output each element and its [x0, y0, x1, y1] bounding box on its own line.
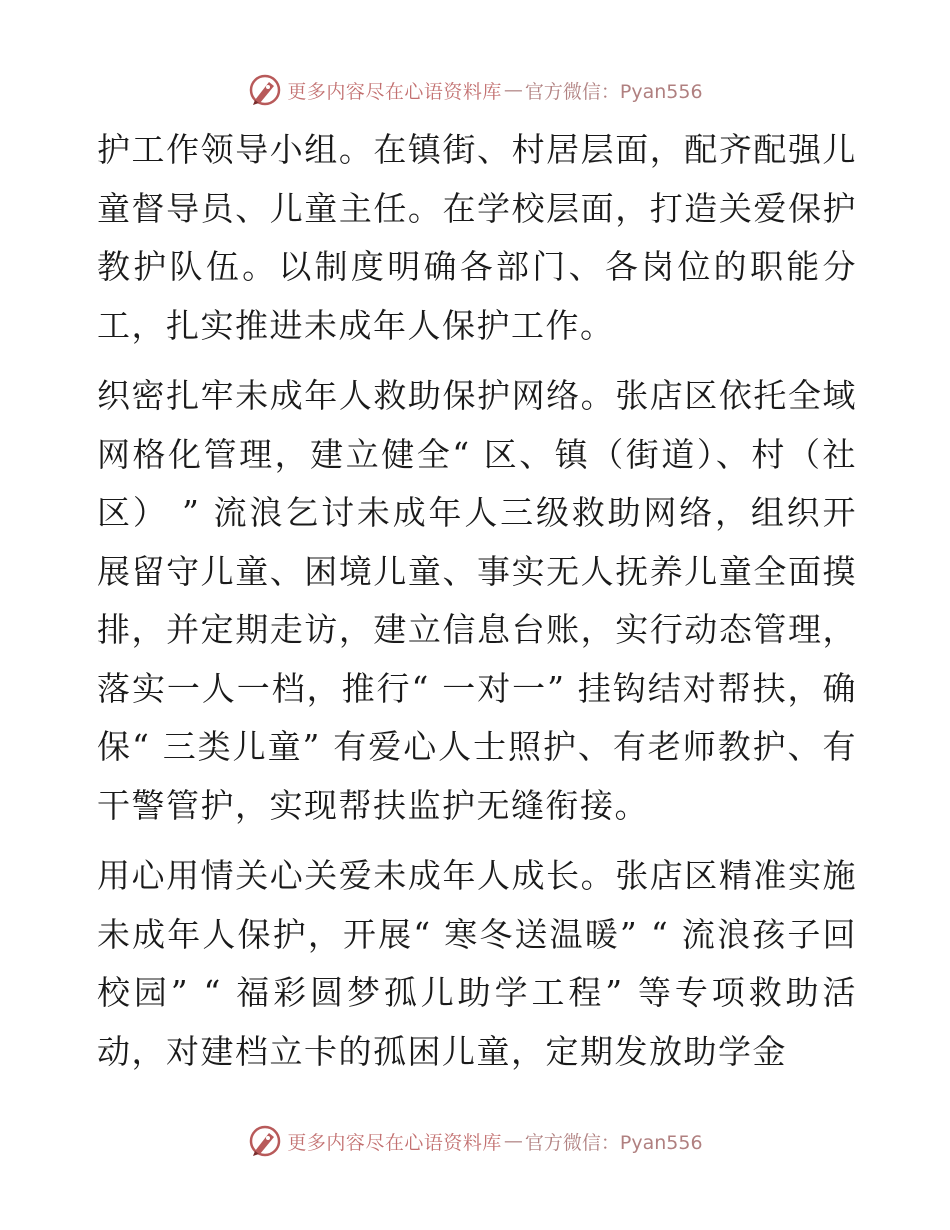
paragraph-2: 织密扎牢未成年人救助保护网络。张店区依托全域网格化管理，建立健全“ 区、镇（街道）、村（社区） ” 流浪乞讨未成年人三级救助网络，组织开展留守儿童、困境儿童、事实无人抚养儿童全面摸排，并定期走访，建立信息台账，实行动态管理，落实一人一档，推行“ 一对一” 挂钩结对帮扶，确保“ 三类儿童” 有爱心人士照护、有老师教护、有干警管护，实现帮扶监护无缝衔接。: [97, 376, 857, 825]
watermark-brand: 更多内容尽在心语资料库: [287, 1131, 502, 1154]
watermark-header: [0, 70, 950, 110]
pen-nib-logo-icon: [247, 72, 283, 108]
watermark-footer: [0, 1121, 950, 1161]
watermark-brand: 更多内容尽在心语资料库: [287, 80, 502, 103]
watermark-dash: —: [503, 1130, 523, 1152]
paragraph-1: 护工作领导小组。在镇街、村居层面，配齐配强儿童督导员、儿童主任。在学校层面，打造关爱保护教护队伍。以制度明确各部门、各岗位的职能分工，扎实推进未成年人保护工作。: [97, 130, 857, 345]
watermark-contact: 官方微信：Pyan556: [524, 80, 703, 103]
pen-nib-logo-icon: [247, 1123, 283, 1159]
document-body: [97, 121, 857, 1081]
watermark-contact: 官方微信：Pyan556: [524, 1131, 703, 1154]
paragraph-3: 用心用情关心关爱未成年人成长。张店区精准实施未成年人保护，开展“ 寒冬送温暖” “ 流浪孩子回校园” “ 福彩圆梦孤儿助学工程” 等专项救助活动，对建档立卡的孤困儿童，定期发放助学金: [97, 856, 857, 1071]
watermark-dash: —: [503, 79, 523, 101]
